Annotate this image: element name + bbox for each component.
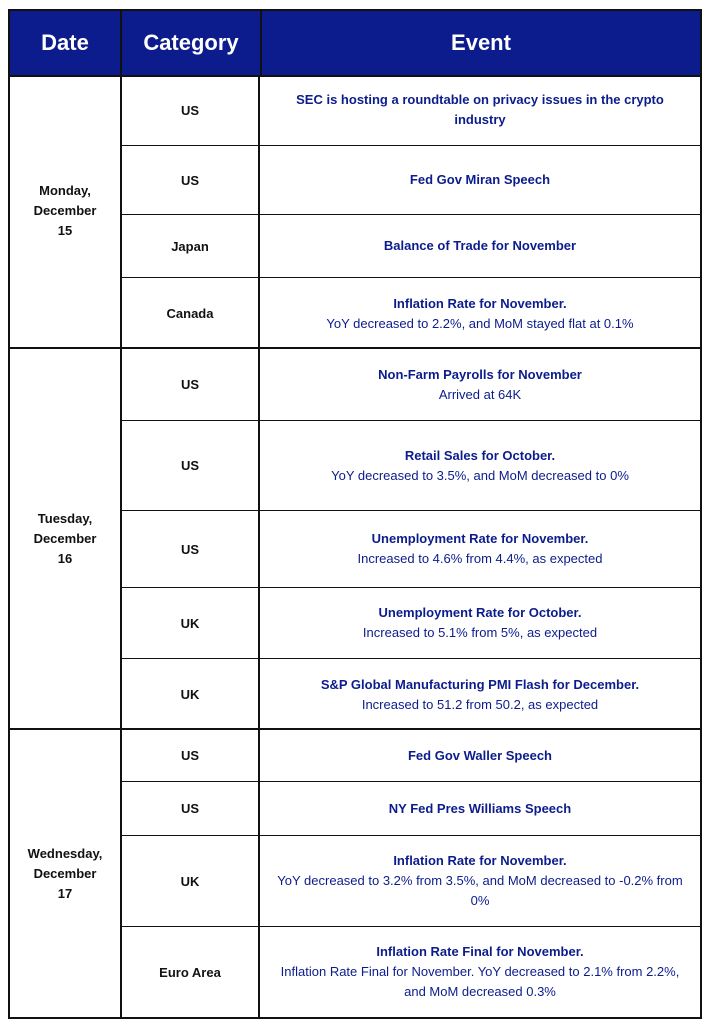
event-cell bbox=[260, 927, 700, 1017]
event-title: Fed Gov Miran Speech bbox=[409, 172, 551, 187]
category-cell: US bbox=[122, 511, 260, 587]
date-line: 16 bbox=[57, 550, 73, 566]
event-cell bbox=[260, 215, 700, 277]
date-group bbox=[10, 349, 700, 730]
event-cell bbox=[260, 146, 700, 214]
table-row bbox=[122, 278, 700, 349]
event-cell bbox=[260, 511, 700, 587]
date-cell bbox=[10, 75, 122, 347]
date-line: 17 bbox=[57, 885, 73, 901]
event-detail: YoY decreased to 3.2% from 3.5%, and MoM decreased to -0.2% from 0% bbox=[277, 873, 683, 908]
category-cell: Canada bbox=[122, 278, 260, 349]
event-detail: Increased to 51.2 from 50.2, as expected bbox=[361, 696, 599, 712]
date-line: December bbox=[33, 203, 97, 218]
event-title: NY Fed Pres Williams Speech bbox=[388, 800, 572, 816]
category-cell: Japan bbox=[122, 215, 260, 277]
category-cell: US bbox=[122, 782, 260, 835]
header-category: Category bbox=[122, 11, 262, 75]
event-detail: Increased to 4.6% from 4.4%, as expected bbox=[357, 551, 603, 566]
event-cell bbox=[260, 730, 700, 781]
date-cell bbox=[10, 349, 122, 728]
category-cell: US bbox=[122, 146, 260, 214]
table-row bbox=[122, 511, 700, 588]
header-date: Date bbox=[10, 11, 122, 75]
date-line: Wednesday, bbox=[27, 845, 103, 861]
category-cell: UK bbox=[122, 659, 260, 730]
table-row bbox=[122, 836, 700, 927]
date-line: Monday, bbox=[39, 183, 91, 198]
header-event: Event bbox=[451, 30, 511, 55]
table-row bbox=[122, 349, 700, 421]
category-cell: US bbox=[122, 730, 260, 781]
table-header bbox=[10, 11, 700, 77]
event-detail: YoY decreased to 2.2%, and MoM stayed flat at 0.1% bbox=[326, 315, 634, 331]
event-title: Unemployment Rate for October. bbox=[378, 605, 582, 620]
event-cell bbox=[260, 588, 700, 658]
event-cell bbox=[260, 278, 700, 349]
category-cell: US bbox=[122, 421, 260, 510]
table-row bbox=[122, 730, 700, 782]
date-cell bbox=[10, 730, 122, 1017]
event-title: Non-Farm Payrolls for November bbox=[378, 366, 582, 382]
table-row bbox=[122, 421, 700, 511]
event-cell bbox=[260, 349, 700, 420]
category-cell: UK bbox=[122, 836, 260, 926]
event-title: Retail Sales for October. bbox=[404, 447, 556, 463]
event-title: Unemployment Rate for November. bbox=[371, 531, 589, 546]
event-title: Inflation Rate for November. bbox=[393, 295, 567, 311]
event-detail: Inflation Rate Final for November. YoY decreased to 2.1% from 2.2%, and MoM decreased 0.3% bbox=[280, 964, 680, 999]
table-row bbox=[122, 75, 700, 146]
date-line: December bbox=[33, 530, 97, 546]
date-group bbox=[10, 75, 700, 349]
date-group bbox=[10, 730, 700, 1017]
economic-calendar-table bbox=[8, 9, 702, 1019]
event-cell bbox=[260, 782, 700, 835]
event-cell bbox=[260, 75, 700, 145]
table-row bbox=[122, 927, 700, 1017]
event-title: Balance of Trade for November bbox=[383, 238, 577, 253]
category-cell: Euro Area bbox=[122, 927, 260, 1017]
category-cell: UK bbox=[122, 588, 260, 658]
date-line: Tuesday, bbox=[37, 510, 93, 526]
event-title: SEC is hosting a roundtable on privacy issues in the crypto industry bbox=[296, 92, 664, 127]
event-cell bbox=[260, 421, 700, 510]
event-detail: Arrived at 64K bbox=[438, 386, 522, 402]
event-title: Inflation Rate Final for November. bbox=[376, 944, 584, 959]
event-cell bbox=[260, 836, 700, 926]
event-title: Inflation Rate for November. bbox=[393, 853, 567, 868]
table-row bbox=[122, 146, 700, 215]
category-cell: US bbox=[122, 349, 260, 420]
category-cell: US bbox=[122, 75, 260, 145]
event-title: S&P Global Manufacturing PMI Flash for December. bbox=[320, 676, 640, 692]
table-row bbox=[122, 659, 700, 730]
event-detail: YoY decreased to 3.5%, and MoM decreased to 0% bbox=[331, 467, 629, 483]
event-detail: Increased to 5.1% from 5%, as expected bbox=[362, 625, 598, 640]
event-title: Fed Gov Waller Speech bbox=[407, 747, 552, 763]
date-line: December bbox=[33, 865, 97, 881]
table-row bbox=[122, 215, 700, 278]
date-line: 15 bbox=[57, 223, 73, 238]
event-cell bbox=[260, 659, 700, 730]
table-row bbox=[122, 782, 700, 836]
table-row bbox=[122, 588, 700, 659]
